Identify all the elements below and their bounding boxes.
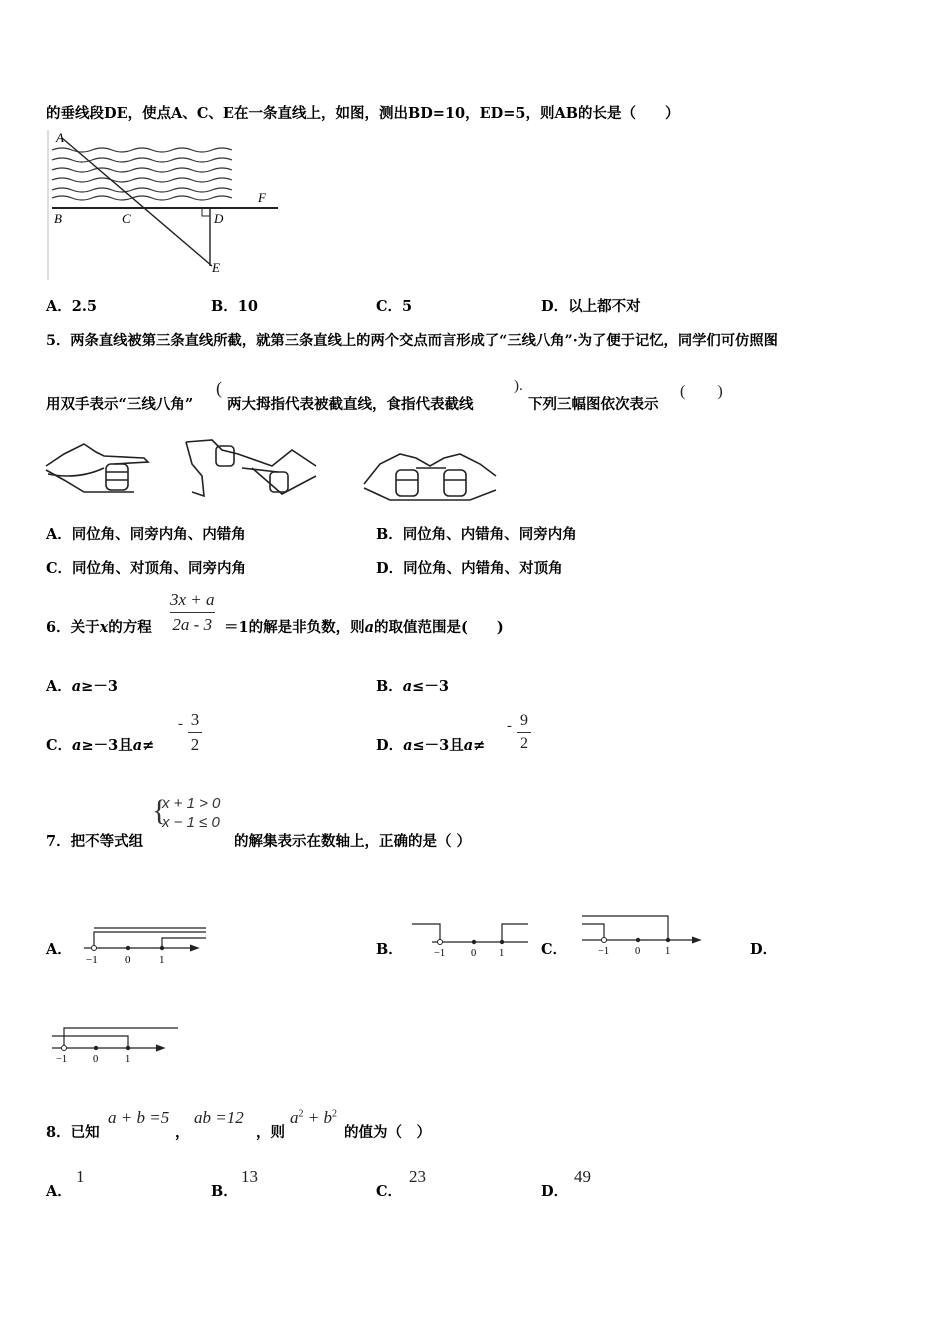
q8-cond2: ab =12 — [194, 1108, 244, 1127]
q7-option-a-label: A． — [46, 941, 72, 958]
q8-option-c-label: C． — [376, 1183, 403, 1200]
q6-c-fraction: 3 2 — [188, 710, 202, 755]
label-d: D — [214, 211, 224, 226]
q7-prefix: 7．把不等式组 — [46, 833, 144, 850]
hand-picture-3 — [364, 454, 496, 500]
q4-stem: 的垂线段DE，使点A、C、E在一条直线上，如图，测出BD=10，ED=5，则AB的长是（ ） — [46, 105, 680, 122]
q5-option-c: C．同位角、对顶角、同旁内角 — [46, 560, 247, 577]
q6-option-c: C．a≥－3且a≠ — [46, 737, 155, 754]
q7-ineq1: x + 1 > 0 — [162, 795, 221, 812]
q7-option-c-label: C． — [541, 941, 568, 958]
q8-prefix: 8．已知 — [46, 1124, 100, 1141]
tick-label: 1 — [125, 1054, 131, 1065]
q8-option-c-value: 23 — [409, 1167, 426, 1186]
q8-then: ，则 — [256, 1124, 285, 1141]
tick-label: 1 — [665, 946, 671, 956]
q5-answer-paren: ( ) — [680, 383, 723, 400]
label-b: B — [54, 211, 62, 226]
q5-option-d: D．同位角、内错角、对顶角 — [376, 560, 563, 577]
tick-label: 0 — [635, 946, 641, 956]
q8-option-b-value: 13 — [241, 1167, 258, 1186]
q5-option-a: A．同位角、同旁内角、内错角 — [46, 526, 246, 543]
q6-suffix: ＝1的解是非负数，则a的取值范围是( ) — [224, 619, 504, 636]
q8-comma: ， — [175, 1124, 190, 1141]
number-line-d — [48, 1024, 182, 1068]
label-f: F — [258, 190, 266, 205]
q6-fraction: 3x + a 2a - 3 — [170, 590, 215, 634]
q8-suffix: 的值为（ ） — [344, 1124, 431, 1141]
q4-figure — [44, 130, 284, 280]
q6-option-b: B．a≤－3 — [376, 678, 449, 695]
number-line-c — [578, 912, 710, 956]
tick-label: 0 — [471, 948, 477, 959]
q4-option-d: D．以上都不对 — [541, 298, 641, 315]
q6-option-d: D．a≤－3且a≠ — [376, 737, 486, 754]
line-ae — [62, 138, 212, 266]
hand-picture-1 — [44, 436, 154, 498]
label-c: C — [122, 211, 131, 226]
tick-label: 0 — [93, 1054, 99, 1065]
q5-paren-close: ). — [514, 378, 523, 394]
q5-line2c: 下列三幅图依次表示 — [528, 396, 659, 413]
tick-label: 1 — [499, 948, 505, 959]
q6-prefix: 6．关于x的方程 — [46, 619, 152, 636]
q6-c-minus: - — [178, 716, 183, 732]
q8-expr: $a^2 + b^2$ — [290, 1108, 337, 1127]
tick-label: −1 — [56, 1054, 68, 1065]
river-waves — [52, 148, 232, 200]
q5-option-b: B．同位角、内错角、同旁内角 — [376, 526, 577, 543]
tick-label: 0 — [125, 954, 131, 966]
tick-label: 1 — [159, 954, 165, 966]
label-a: A — [56, 130, 64, 145]
q8-option-b-label: B． — [211, 1183, 238, 1200]
q7-option-b-label: B． — [376, 941, 403, 958]
q5-line1: 5．两条直线被第三条直线所截，就第三条直线上的两个交点而言形成了“三线八角”·为了便于记忆，同学们可仿照图 — [46, 333, 778, 349]
q8-option-a-value: 1 — [76, 1167, 85, 1186]
hand-picture-2 — [186, 440, 316, 496]
q8-option-a-label: A． — [46, 1183, 72, 1200]
q8-option-d-value: 49 — [574, 1167, 591, 1186]
q4-option-c: C．5 — [376, 298, 413, 315]
q4-option-a: A．2.5 — [46, 298, 97, 315]
q5-line2a: 用双手表示“三线八角” — [46, 396, 194, 413]
q8-cond1: a + b =5 — [108, 1108, 170, 1127]
q6-option-a: A．a≥－3 — [46, 678, 118, 695]
q6-d-minus: - — [507, 718, 512, 734]
q8-option-d-label: D． — [541, 1183, 569, 1200]
q4-option-b: B．10 — [211, 298, 258, 315]
q6-d-fraction: 9 2 — [517, 712, 531, 753]
q7-ineq2: x − 1 ≤ 0 — [162, 814, 220, 831]
tick-label: −1 — [434, 948, 446, 959]
number-line-a — [80, 924, 212, 968]
q7-option-d-label: D． — [750, 941, 778, 958]
tick-label: −1 — [598, 946, 610, 956]
q7-suffix: 的解集表示在数轴上，正确的是（ ） — [234, 833, 472, 850]
number-line-b — [408, 920, 536, 962]
tick-label: −1 — [86, 954, 98, 966]
label-e: E — [212, 260, 220, 275]
q5-line2b: 两大拇指代表被截直线，食指代表截线 — [227, 396, 474, 413]
q5-paren-open: ( — [216, 378, 222, 398]
